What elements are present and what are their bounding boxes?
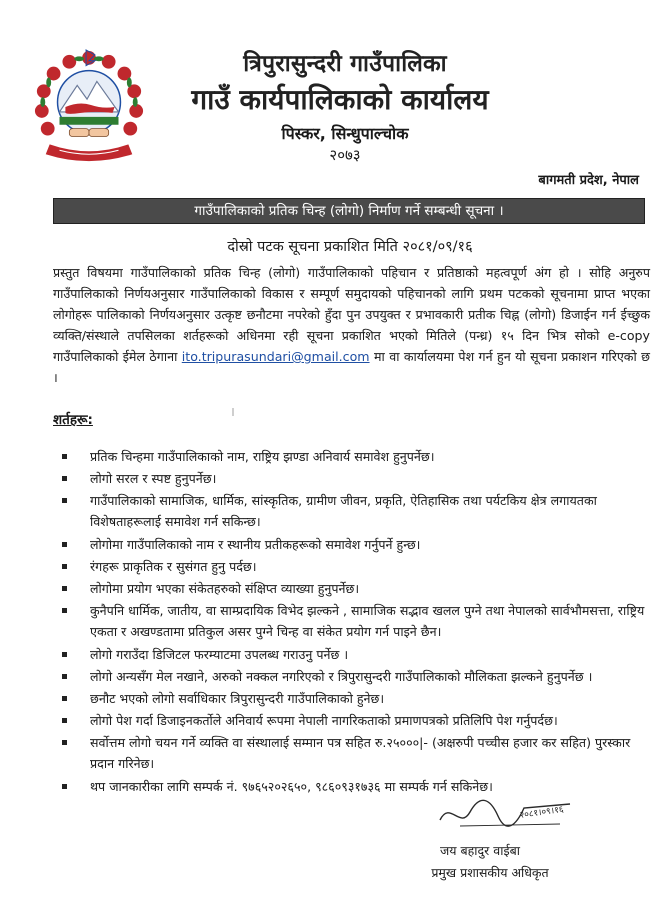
signatory-title: प्रमुख प्रशासकीय अधिकृत	[431, 865, 549, 880]
list-item	[62, 578, 652, 599]
intro-text-after-email: मा वा कार्यालयमा पेश गर्न हुन यो सूचना प्रकाशन गरिएको छ ।	[53, 349, 650, 385]
list-item	[62, 556, 652, 577]
scan-mark	[232, 408, 234, 416]
term-text: प्रतिक चिन्हमा गाउँपालिकाको नाम, राष्ट्रिय झण्डा अनिवार्य समावेश हुनुपर्नेछ।	[90, 449, 435, 464]
term-text: गाउँपालिकाको सामाजिक, धार्मिक, सांस्कृतिक, ग्रामीण जीवन, प्रकृति, ऐतिहासिक तथा पर्यटकिय क्षेत्र लगायतका विशेषताहरूलाई समावेश गर्न सकिन्छ।	[90, 493, 597, 529]
list-item	[62, 468, 652, 489]
bullet-icon	[62, 718, 67, 723]
nepal-emblem-logo	[30, 48, 148, 166]
term-text: लोगो सरल र स्पष्ट हुनुपर्नेछ।	[90, 471, 217, 486]
handwritten-date: २०८१।०९।१६	[519, 804, 565, 821]
bullet-icon	[62, 608, 67, 613]
signatory-name: जय बहादुर वाईबा	[440, 843, 520, 858]
intro-text-before-email: प्रस्तुत विषयमा गाउँपालिकाको प्रतिक चिन्ह (लोगो) गाउँपालिकाको पहिचान र प्रतिष्ठाको महत्वपूर्ण अंग हो । सोहि अनुरुप गाउँपालिकाको निर्णयअनुसार गाउँपालिकाको विकास र सम्पूर्ण समुदायको पहिचानको लागि प्रथम पटकको सूचनामा प्राप्त भएका लोगोहरू पालिकाको निर्णयअनुसार उत्कृष्ट छनौटमा नपरेको हुँदा पुन उपयुक्त र प्रभावकारी प्रतीक चिह्न (लोगो) डिजाईन गर्न ईच्छुक व्यक्ति/संस्थाले तपसिलका शर्तहरूको अधिनमा रही सूचना प्रकाशित भएको मितिले (पन्ध्र) १५ दिन भित्र सोको e-copy गाउँपालिकाको ईमेल ठेगाना	[53, 265, 650, 364]
list-item	[62, 534, 652, 555]
list-item	[62, 732, 652, 774]
bullet-icon	[62, 740, 67, 745]
term-text: लोगो अन्यसँग मेल नखाने, अरुको नक्कल नगरिएको र त्रिपुरासुन्दरी गाउँपालिकाको मौलिकता झल्कने हुनुपर्नेछ ।	[90, 669, 593, 684]
conditions-heading: शर्तहरू:	[53, 412, 93, 428]
term-text: लोगोमा प्रयोग भएका संकेतहरुको संक्षिप्त व्याख्या हुनुपर्नेछ।	[90, 581, 360, 596]
list-item	[62, 446, 652, 467]
bullet-icon	[62, 652, 67, 657]
bullet-icon	[62, 476, 67, 481]
municipality-name: त्रिपुरासुन्दरी गाउँपालिका	[243, 51, 447, 77]
bullet-icon	[62, 542, 67, 547]
handwritten-signature	[420, 790, 580, 835]
office-address: पिस्कर, सिन्धुपाल्चोक	[281, 124, 409, 143]
list-item	[62, 600, 652, 642]
bullet-icon	[62, 498, 67, 503]
bullet-icon	[62, 674, 67, 679]
list-item	[62, 644, 652, 665]
bullet-icon	[62, 696, 67, 701]
email-link[interactable]: ito.tripurasundari@gmail.com	[181, 349, 370, 364]
list-item	[62, 666, 652, 687]
office-name: गाउँ कार्यपालिकाको कार्यालय	[191, 83, 489, 116]
bullet-icon	[62, 784, 67, 789]
list-item	[62, 490, 652, 532]
notice-title: गाउँपालिकाको प्रतिक चिन्ह (लोगो) निर्माण गर्ने सम्बन्धी सूचना ।	[194, 203, 504, 219]
province-name: बागमती प्रदेश, नेपाल	[538, 173, 639, 188]
established-year: २०७३	[329, 146, 361, 164]
bullet-icon	[62, 564, 67, 569]
term-text: छनौट भएको लोगो सर्वाधिकार त्रिपुरासुन्दरी गाउँपालिकाको हुनेछ।	[90, 691, 385, 706]
intro-paragraph	[53, 262, 650, 388]
term-text: थप जानकारीका लागि सम्पर्क नं. ९७६५२०२६५०, ९८६०९३१७३६ मा सम्पर्क गर्न सकिनेछ।	[90, 779, 493, 794]
bullet-icon	[62, 586, 67, 591]
bullet-icon	[62, 454, 67, 459]
term-text: सर्वोत्तम लोगो चयन गर्ने व्यक्ति वा संस्थालाई सम्मान पत्र सहित रु.२५०००|- (अक्षरुपी पच्चीस हजार कर सहित) पुरस्कार प्रदान गरिनेछ।	[90, 735, 631, 771]
list-item	[62, 710, 652, 731]
term-text: कुनैपनि धार्मिक, जातीय, वा साम्प्रदायिक विभेद झल्कने , सामाजिक सद्भाव खलल पुग्ने तथा नेपालको सार्वभौमसत्ता, राष्ट्रिय एकता र अखण्डतामा प्रतिकुल असर पुग्ने चिन्ह वा संकेत प्रयोग गर्न पाइने छैन।	[90, 603, 645, 639]
list-item	[62, 688, 652, 709]
term-text: लोगो गराउँदा डिजिटल फरम्याटमा उपलब्ध गराउनु पर्नेछ ।	[90, 647, 349, 662]
second-publication-date: दोस्रो पटक सूचना प्रकाशित मिति २०८१/०९/१६	[227, 239, 473, 255]
term-text: लोगोमा गाउँपालिकाको नाम र स्थानीय प्रतीकहरूको समावेश गर्नुपर्ने हुन्छ।	[90, 537, 421, 552]
notice-title-bar	[53, 198, 645, 224]
term-text: लोगो पेश गर्दा डिजाइनकर्तोले अनिवार्य रूपमा नेपाली नागरिकताको प्रमाणपत्रको प्रतिलिपि पेश गर्नुपर्दछ।	[90, 713, 558, 728]
term-text: रंगहरू प्राकृतिक र सुसंगत हुनु पर्दछ।	[90, 559, 257, 574]
